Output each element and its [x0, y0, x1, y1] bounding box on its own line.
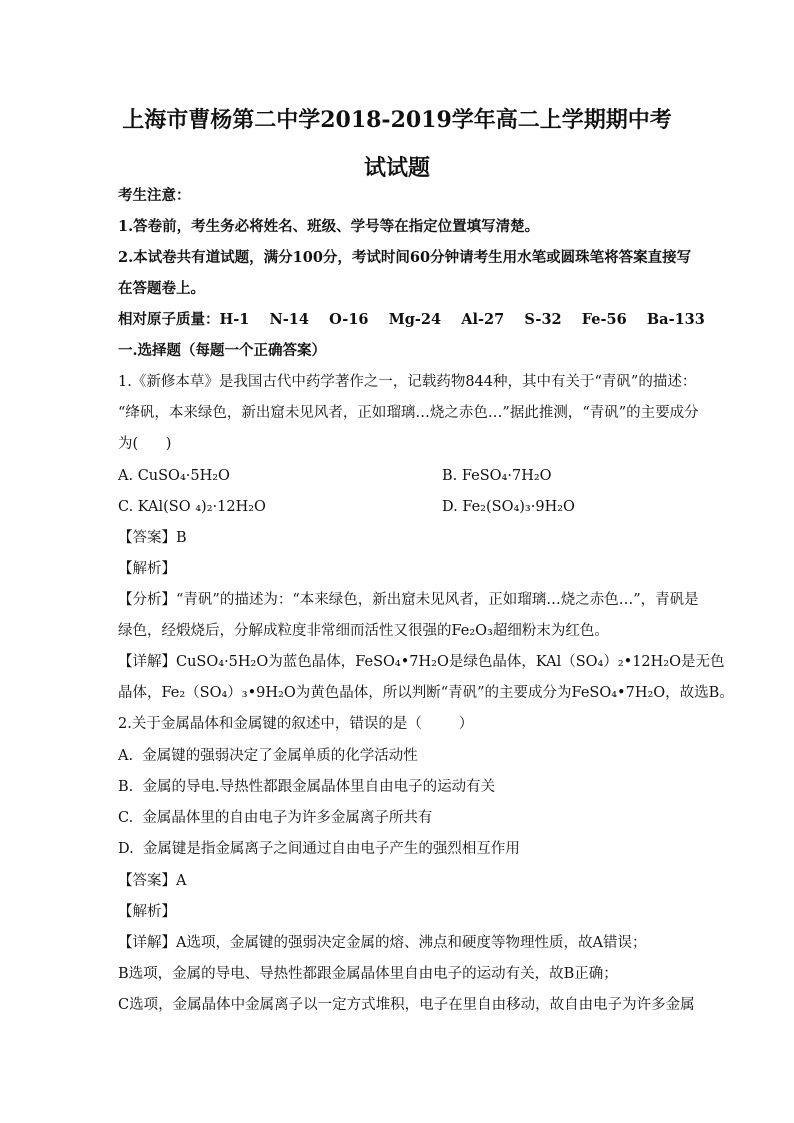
notice-item-2-line-2: 在答题卷上。	[118, 280, 205, 297]
q1-stem-line-3: 为( )	[118, 436, 172, 452]
q1-fenxi-line-1: 【分析】“青矾”的描述为：“本来绿色，新出窟未见风者，正如瑠璃…烧之赤色…”，青矾是	[118, 592, 699, 608]
q1-option-b: B. FeSO₄·7H₂O	[442, 468, 552, 484]
q1-xiangjie-line-1: 【详解】CuSO₄·5H₂O为蓝色晶体，FeSO₄•7H₂O是绿色晶体，KAl（SO₄）₂•12H₂O是无色	[118, 654, 725, 670]
q2-xiangjie-line-3: C选项，金属晶体中金属离子以一定方式堆积，电子在里自由移动，故自由电子为许多金属	[118, 997, 695, 1013]
q1-fenxi-line-2: 绿色，经煅烧后，分解成粒度非常细而活性又很强的Fe₂O₃超细粉末为红色。	[118, 623, 609, 639]
q1-option-c: C. KAl(SO ₄)₂·12H₂O	[118, 499, 266, 515]
page-title: 上海市曹杨第二中学2018-2019学年高二上学期期中考试试题	[122, 107, 672, 181]
atomic-masses: 相对原子质量：H-1 N-14 O-16 Mg-24 Al-27 S-32 Fe-56 Ba-133	[118, 311, 705, 328]
q2-option-d: D. 金属键是指金属离子之间通过自由电子产生的强烈相互作用	[118, 841, 520, 857]
q2-xiangjie-line-1: 【详解】A选项，金属键的强弱决定金属的熔、沸点和硬度等物理性质，故A错误；	[118, 935, 647, 951]
notice-heading: 考生注意：	[118, 187, 191, 204]
notice-item-1: 1.答卷前，考生务必将姓名、班级、学号等在指定位置填写清楚。	[118, 218, 540, 235]
q2-stem: 2.关于金属晶体和金属键的叙述中，错误的是（ ）	[118, 716, 474, 732]
q2-option-b: B. 金属的导电.导热性都跟金属晶体里自由电子的运动有关	[118, 779, 496, 795]
q2-option-a: A. 金属键的强弱决定了金属单质的化学活动性	[118, 748, 418, 764]
q2-answer: 【答案】A	[118, 873, 187, 889]
q1-option-a: A. CuSO₄·5H₂O	[118, 468, 230, 484]
section-1-heading: 一.选择题（每题一个正确答案）	[118, 342, 327, 359]
q1-answer: 【答案】B	[118, 530, 187, 546]
q2-xiangjie-line-2: B选项，金属的导电、导热性都跟金属晶体里自由电子的运动有关，故B正确；	[118, 966, 618, 982]
notice-item-2-line-1: 2.本试卷共有道试题，满分100分，考试时间60分钟请考生用水笔或圆珠笔将答案直接写	[118, 249, 692, 266]
q1-stem-line-2: “绛矾，本来绿色，新出窟未见风者，正如瑠璃…烧之赤色…”据此推测，“青矾”的主要成分	[118, 405, 699, 421]
q1-analysis-label: 【解析】	[118, 561, 176, 577]
q1-xiangjie-line-2: 晶体，Fe₂（SO₄）₃•9H₂O为黄色晶体，所以判断“青矾”的主要成分为FeSO₄•7H₂O，故选B。	[118, 685, 734, 701]
q1-option-d: D. Fe₂(SO₄)₃·9H₂O	[442, 499, 575, 515]
q2-option-c: C. 金属晶体里的自由电子为许多金属离子所共有	[118, 810, 433, 826]
q1-stem-line-1: 1.《新修本草》是我国古代中药学著作之一，记载药物844种，其中有关于“青矾”的描述：	[118, 374, 697, 390]
q2-analysis-label: 【解析】	[118, 904, 176, 920]
